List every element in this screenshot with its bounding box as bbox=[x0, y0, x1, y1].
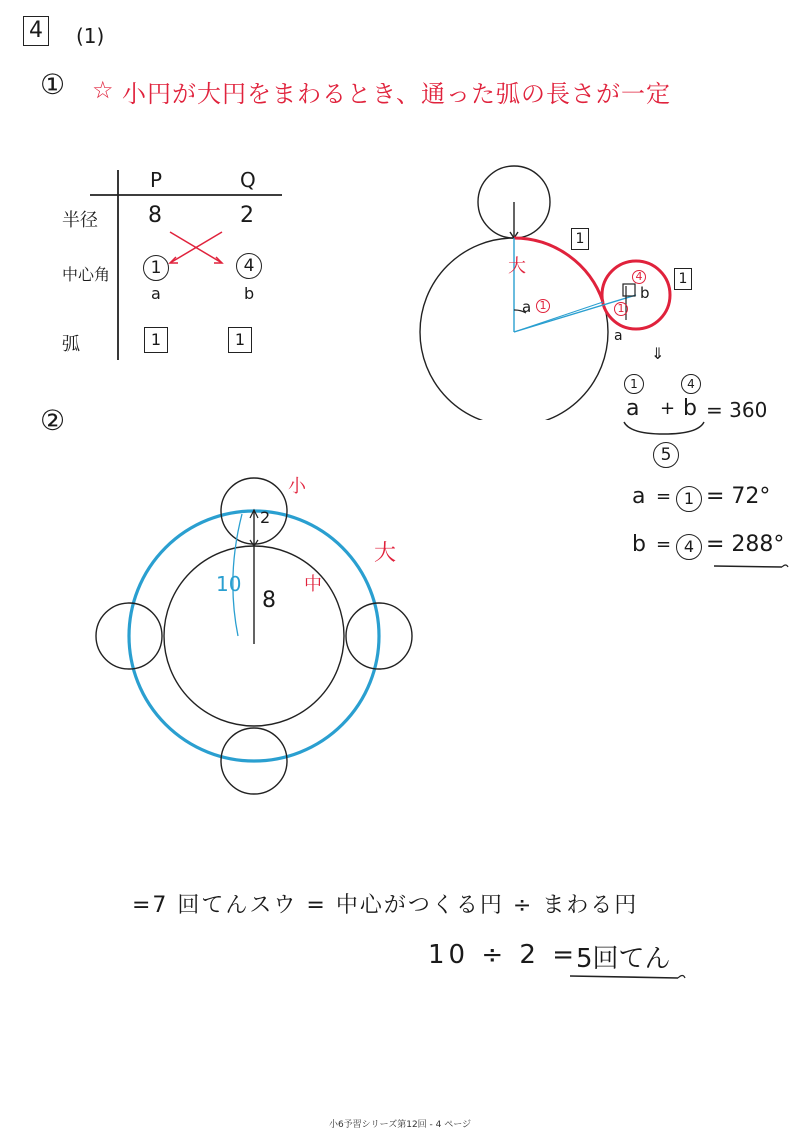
diagram1-box-right: 1 bbox=[674, 268, 692, 290]
part2-label-small: 小 bbox=[288, 476, 306, 497]
part2-radius-small: 2 bbox=[260, 508, 271, 527]
table-letter-b: b bbox=[244, 284, 255, 303]
calc-total: = 360 bbox=[706, 398, 768, 422]
diagram1-angle-a-ratio: 1 bbox=[536, 299, 550, 313]
table-col-q: Q bbox=[240, 168, 256, 192]
calc-line-b-eq: = bbox=[656, 534, 672, 555]
part2-marker: ② bbox=[40, 404, 66, 437]
table-cell-p-arc: 1 bbox=[144, 327, 168, 353]
page-footer: 小6予習シリーズ第12回 - 4 ページ bbox=[328, 1120, 472, 1130]
part2-label-big: 大 bbox=[374, 541, 397, 566]
red-arc-big bbox=[514, 238, 603, 302]
table-cell-q-radius: 2 bbox=[240, 203, 254, 228]
problem-number-box bbox=[23, 16, 49, 46]
diagram1-small-a: a bbox=[614, 328, 623, 344]
calc-sum-ratio: 5 bbox=[653, 442, 679, 468]
diagram1-box-top: 1 bbox=[571, 228, 589, 250]
answer-result: 5回てん bbox=[576, 944, 671, 974]
table-cell-q-arc: 1 bbox=[228, 327, 252, 353]
calc-line-a-lhs: a bbox=[632, 484, 646, 509]
answer-calc: 10 ÷ 2 = bbox=[428, 940, 578, 970]
diagram1-small-b: b bbox=[640, 284, 650, 302]
calc-line-a-eq: = bbox=[656, 486, 672, 507]
table-cell-p-radius: 8 bbox=[148, 203, 162, 228]
table-letter-a: a bbox=[151, 284, 161, 303]
calc-brace bbox=[620, 420, 710, 440]
calc-plus: + bbox=[660, 398, 676, 419]
part2-label-mid: 中 bbox=[304, 574, 322, 595]
calc-b-ratio: 4 bbox=[681, 374, 701, 394]
table-row-label-radius: 半径 bbox=[62, 210, 98, 231]
diagram1-label-big: 大 bbox=[508, 256, 526, 277]
calc-a: a bbox=[626, 396, 640, 421]
calc-line-b-value: = 288° bbox=[706, 532, 785, 557]
calc-line-b-ratio: 4 bbox=[676, 534, 702, 560]
diagram1-small-mid: 1 bbox=[614, 302, 628, 316]
key-point-text: 小円が大円をまわるとき、通った弧の長さが一定 bbox=[122, 80, 672, 108]
part2-radius-mid: 8 bbox=[262, 588, 276, 613]
table-cell-p-angle: 1 bbox=[143, 255, 169, 281]
calc-a-ratio: 1 bbox=[624, 374, 644, 394]
sub-question-label: (1) bbox=[76, 24, 105, 48]
table-row-label-arc: 弧 bbox=[62, 334, 80, 355]
problem-number: 4 bbox=[29, 18, 43, 43]
star-icon: ☆ bbox=[92, 76, 114, 104]
down-arrow-icon: ⇓ bbox=[651, 344, 665, 363]
calc-line-a-value: = 72° bbox=[706, 484, 771, 509]
rolling-circle-diagram bbox=[410, 160, 700, 420]
calc-line-a-ratio: 1 bbox=[676, 486, 702, 512]
calc-b: b bbox=[683, 396, 697, 421]
diagram1-angle-a: a bbox=[522, 298, 532, 316]
part1-marker: ① bbox=[40, 68, 66, 101]
concentric-circle-diagram bbox=[90, 466, 420, 796]
answer-underline bbox=[566, 970, 696, 986]
calc-underline bbox=[712, 560, 792, 574]
answer-line-1: =7 回てんスウ = 中心がつくる円 ÷ まわる円 bbox=[132, 893, 639, 918]
diagram1-small-top: 4 bbox=[632, 270, 646, 284]
table-col-p: P bbox=[150, 168, 163, 192]
table-cell-q-angle: 4 bbox=[236, 253, 262, 279]
calc-line-b-lhs: b bbox=[632, 532, 646, 557]
part2-radius-big: 10 bbox=[216, 572, 242, 596]
table-row-label-angle: 中心角 bbox=[62, 265, 111, 284]
